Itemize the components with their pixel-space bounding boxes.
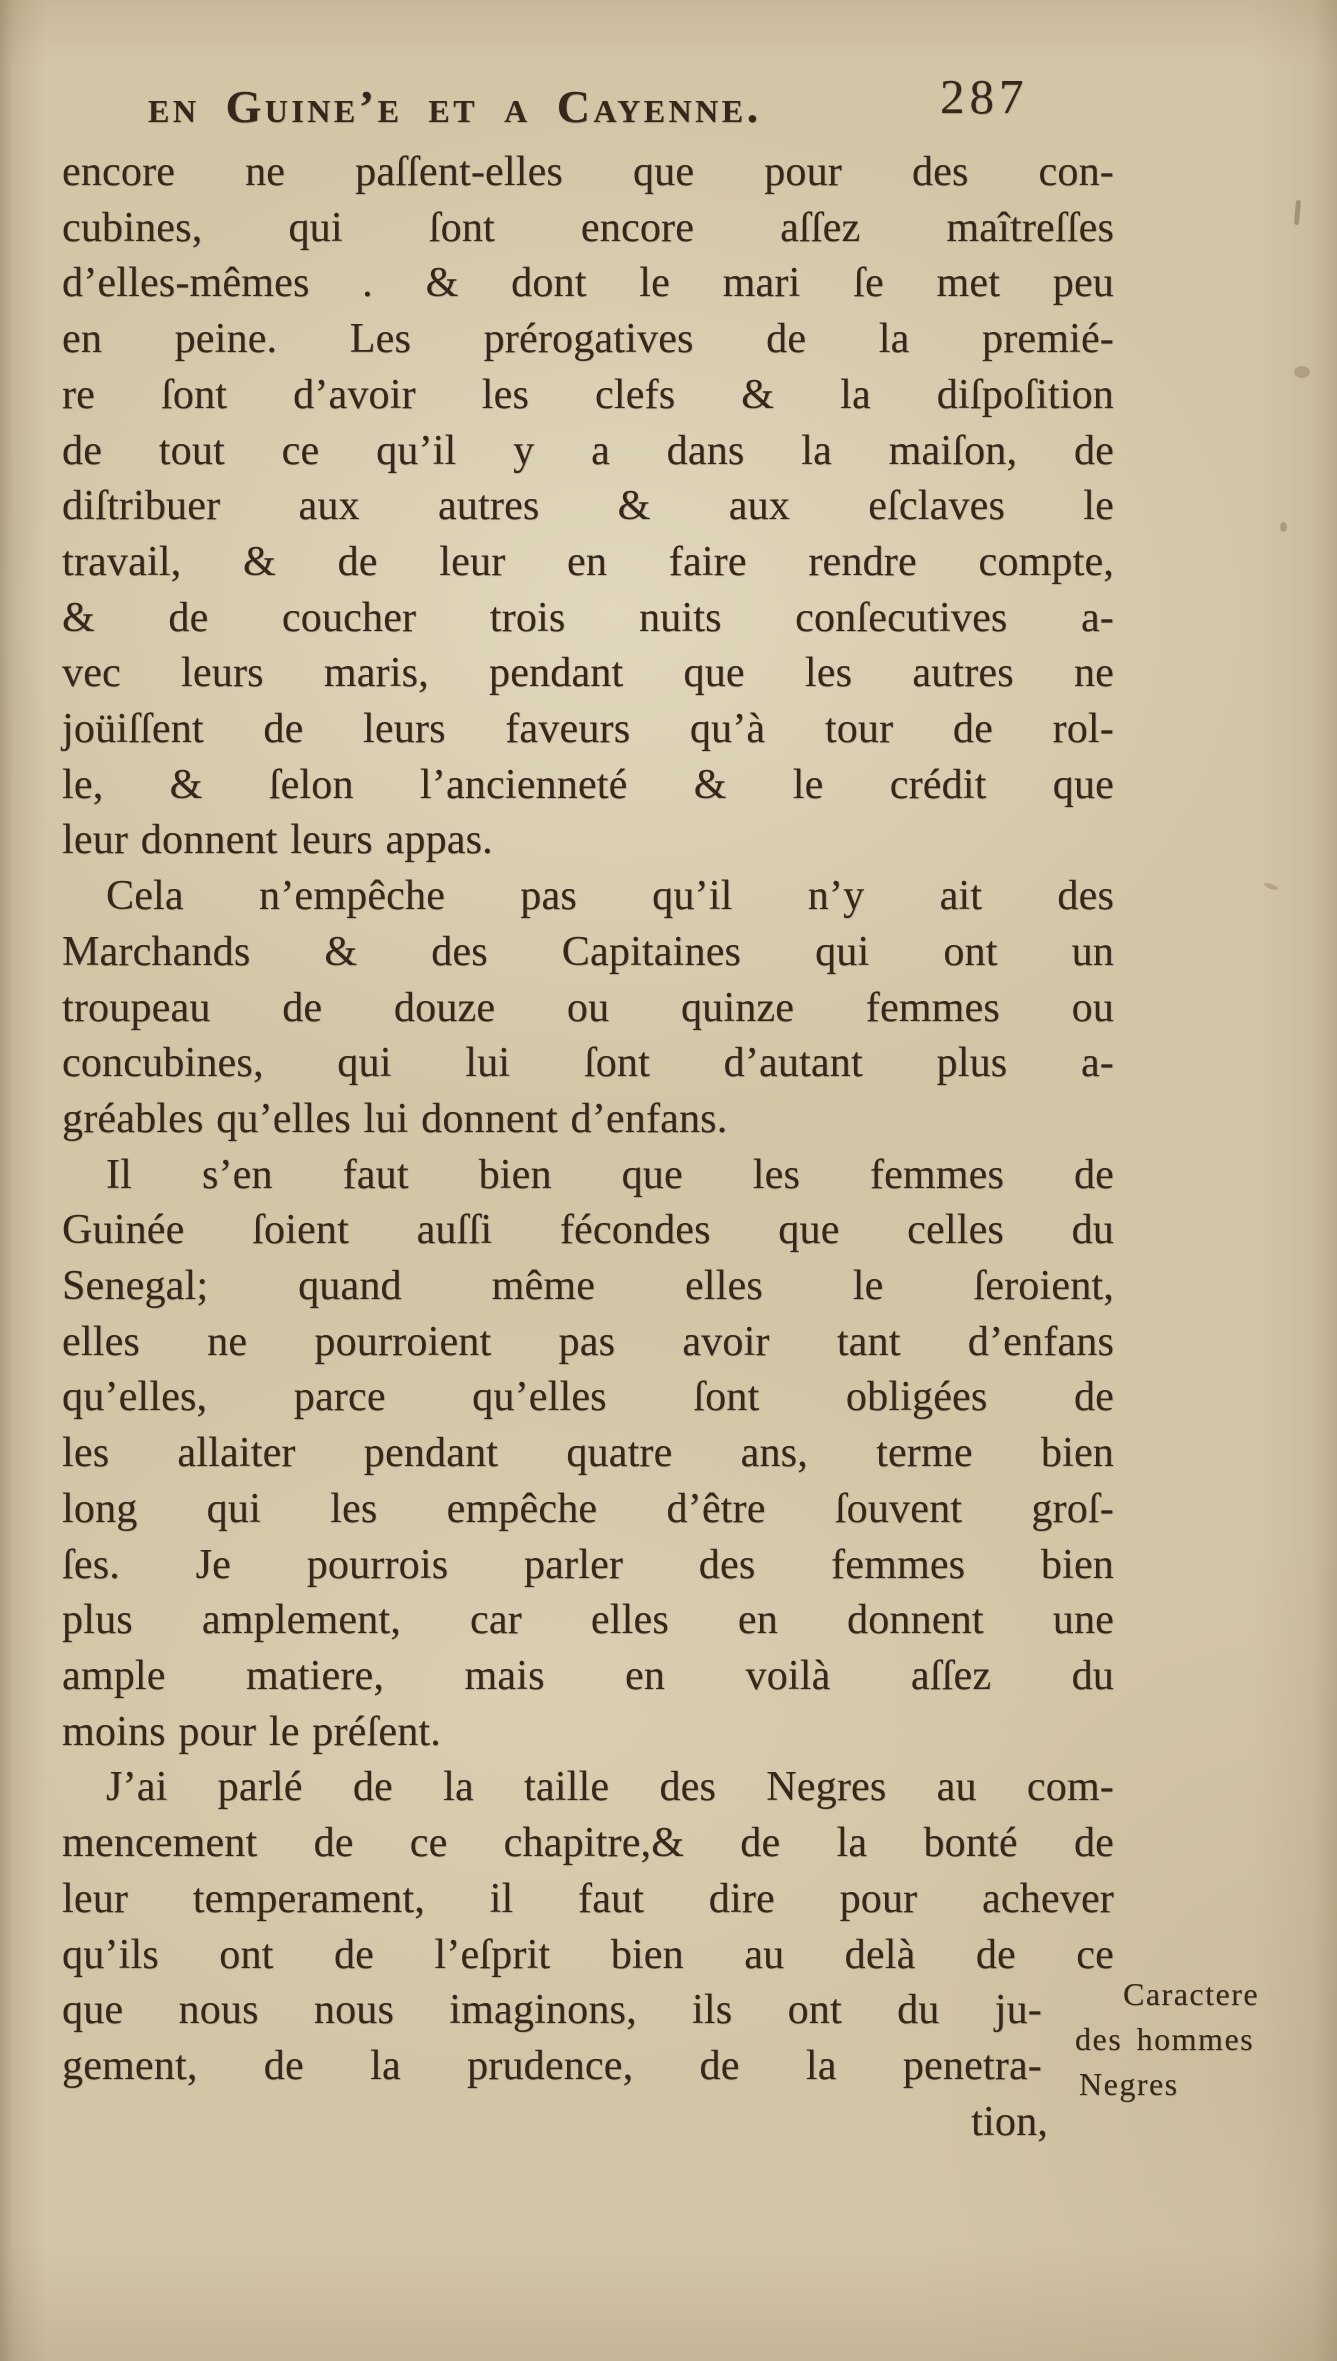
text-line: Senegal; quand même elles le ſeroient,	[62, 1263, 1114, 1310]
paragraph	[62, 869, 1114, 1148]
text-line: gréables qu’elles lui donnent d’enfans.	[62, 1095, 728, 1142]
text-line: J’ai parlé de la taille des Negres au com-	[106, 1764, 1114, 1811]
text-line: concubines, qui lui ſont d’autant plus a-	[62, 1040, 1114, 1087]
text-block	[62, 145, 1114, 2150]
text-line: long qui les empêche d’être ſouvent groſ-	[62, 1485, 1114, 1532]
margin-note-line: Negres	[1079, 2066, 1179, 2102]
paragraph	[62, 1760, 1114, 2150]
text-line: qu’ils ont de l’eſprit bien au delà de ce	[62, 1931, 1114, 1978]
text-line: joüiſſent de leurs faveurs qu’à tour de rol-	[62, 706, 1114, 753]
text-line: Il s’en faut bien que les femmes de	[106, 1151, 1114, 1198]
margin-note	[1075, 1972, 1325, 2107]
paper-speck	[1294, 200, 1301, 225]
margin-note-line: Caractere	[1123, 1976, 1260, 2012]
paper-speck	[1294, 366, 1310, 378]
text-line: & de coucher trois nuits conſecutives a-	[62, 594, 1114, 641]
text-line: encore ne paſſent-elles que pour des con-	[62, 149, 1114, 195]
page-number: 287	[940, 69, 1029, 124]
text-line: ample matiere, mais en voilà aſſez du	[62, 1652, 1114, 1699]
text-line: plus amplement, car elles en donnent une	[62, 1597, 1114, 1644]
margin-note-line: des hommes	[1075, 2021, 1255, 2057]
text-line: qu’elles, parce qu’elles ſont obligées de	[62, 1374, 1114, 1421]
text-line: mencement de ce chapitre,& de la bonté de	[62, 1820, 1114, 1867]
paragraph	[62, 1148, 1114, 1761]
text-line: travail, & de leur en faire rendre compte,	[62, 538, 1114, 585]
text-line: elles ne pourroient pas avoir tant d’enfans	[62, 1318, 1114, 1365]
text-line-hanging: tion,	[971, 2098, 1048, 2145]
text-line: cubines, qui ſont encore aſſez maîtreſſes	[62, 204, 1114, 251]
text-line: moins pour le préſent.	[62, 1708, 441, 1755]
text-line: de tout ce qu’il y a dans la maiſon, de	[62, 427, 1114, 474]
text-line: Marchands & des Capitaines qui ont un	[62, 928, 1114, 975]
text-line: le, & ſelon l’ancienneté & le crédit que	[62, 761, 1114, 808]
text-line: vec leurs maris, pendant que les autres ne	[62, 650, 1114, 697]
text-line: re ſont d’avoir les clefs & la diſpoſition	[62, 371, 1114, 418]
text-line: ſes. Je pourrois parler des femmes bien	[62, 1541, 1114, 1588]
text-line: d’elles-mêmes . & dont le mari ſe met peu	[62, 260, 1114, 307]
text-line: leur donnent leurs appas.	[62, 817, 493, 864]
text-line: gement, de la prudence, de la penetra-	[62, 2042, 1042, 2089]
text-line: diſtribuer aux autres & aux eſclaves le	[62, 483, 1114, 530]
text-line: Cela n’empêche pas qu’il n’y ait des	[106, 873, 1114, 920]
text-line: troupeau de douze ou quinze femmes ou	[62, 984, 1114, 1031]
text-line: que nous nous imaginons, ils ont du ju-	[62, 1987, 1042, 2034]
text-line: en peine. Les prérogatives de la premié-	[62, 316, 1114, 363]
paragraph	[62, 145, 1114, 869]
paper-speck	[1280, 522, 1287, 532]
text-line: leur temperament, il faut dire pour achever	[62, 1875, 1114, 1922]
paper-speck	[1264, 882, 1279, 891]
text-line: les allaiter pendant quatre ans, terme bien	[62, 1430, 1114, 1477]
text-line: Guinée ſoient auſſi fécondes que celles du	[62, 1207, 1114, 1254]
running-title: en Guine’e et a Cayenne.	[148, 81, 762, 132]
